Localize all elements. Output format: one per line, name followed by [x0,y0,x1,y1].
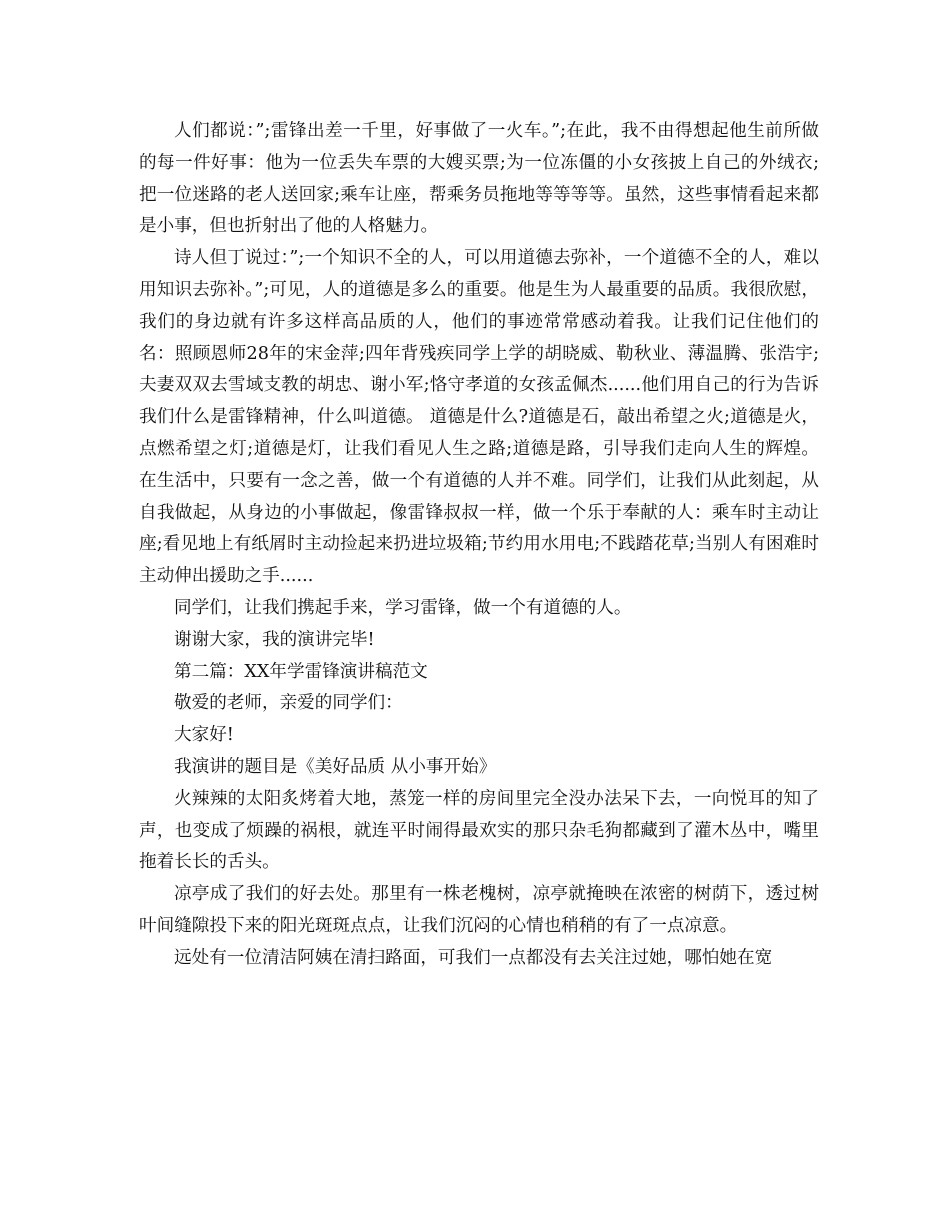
paragraph-hot-summer: 火辣辣的太阳炙烤着大地，蒸笼一样的房间里完全没办法呆下去，一向悦耳的知了声，也变成了烦躁的祸根，就连平时闹得最欢实的那只杂毛狗都藏到了灌木丛中，嘴里拖着长长的舌头。 [139,788,819,873]
paragraph-call-to-action: 同学们，让我们携起手来，学习雷锋，做一个有道德的人。 [174,597,632,618]
paragraph-speech-title: 我演讲的题目是《美好品质 从小事开始》 [174,756,497,777]
document-body [139,116,819,975]
section-heading: 第二篇：XX年学雷锋演讲稿范文 [174,661,428,682]
paragraph-thanks: 谢谢大家，我的演讲完毕! [174,629,375,650]
paragraph-leifeng-good-deeds: 人们都说：”;雷锋出差一千里，好事做了一火车。”;在此，我不由得想起他生前所做的每一件好事：他为一位丢失车票的大嫂买票;为一位冻僵的小女孩披上自己的外绒衣;把一位迷路的老人送回家;乘车让座，帮乘务员拖地等等等等。虽然，这些事情看起来都是小事，但也折射出了他的人格魅力。 [139,121,819,237]
paragraph-salutation: 敬爱的老师，亲爱的同学们： [174,693,403,714]
paragraph-cleaner: 远处有一位清洁阿姨在清扫路面，可我们一点都没有去关注过她，哪怕她在宽 [174,947,773,968]
paragraph-greeting: 大家好! [174,725,234,746]
paragraph-pavilion: 凉亭成了我们的好去处。那里有一株老槐树，凉亭就掩映在浓密的树荫下，透过树叶间缝隙投下来的阳光斑斑点点，让我们沉闷的心情也稍稍的有了一点凉意。 [139,884,819,936]
paragraph-dante-morality: 诗人但丁说过：”;一个知识不全的人，可以用道德去弥补，一个道德不全的人，难以用知识去弥补。”;可见，人的道德是多么的重要。他是生为人最重要的品质。我很欣慰，我们的身边就有许多这样高品质的人，他们的事迹常常感动着我。让我们记住他们的名：照顾恩师28年的宋金萍;四年背残疾同学上学的胡晓威、勒秋业、薄温腾、张浩宇;夫妻双双去雪域支教的胡忠、谢小军;恪守孝道的女孩孟佩杰......他们用自己的行为告诉我们什么是雷锋精神，什么叫道德。 道德是什么?道德是石，敲出希望之火;道德是火，点燃希望之灯;道德是灯，让我们看见人生之路;道德是路，引导我们走向人生的辉煌。在生活中，只要有一念之善，做一个有道德的人并不难。同学们，让我们从此刻起，从自我做起，从身边的小事做起，像雷锋叔叔一样，做一个乐于奉献的人：乘车时主动让座;看见地上有纸屑时主动捡起来扔进垃圾箱;节约用水用电;不践踏花草;当别人有困难时主动伸出援助之手...... [139,248,819,587]
